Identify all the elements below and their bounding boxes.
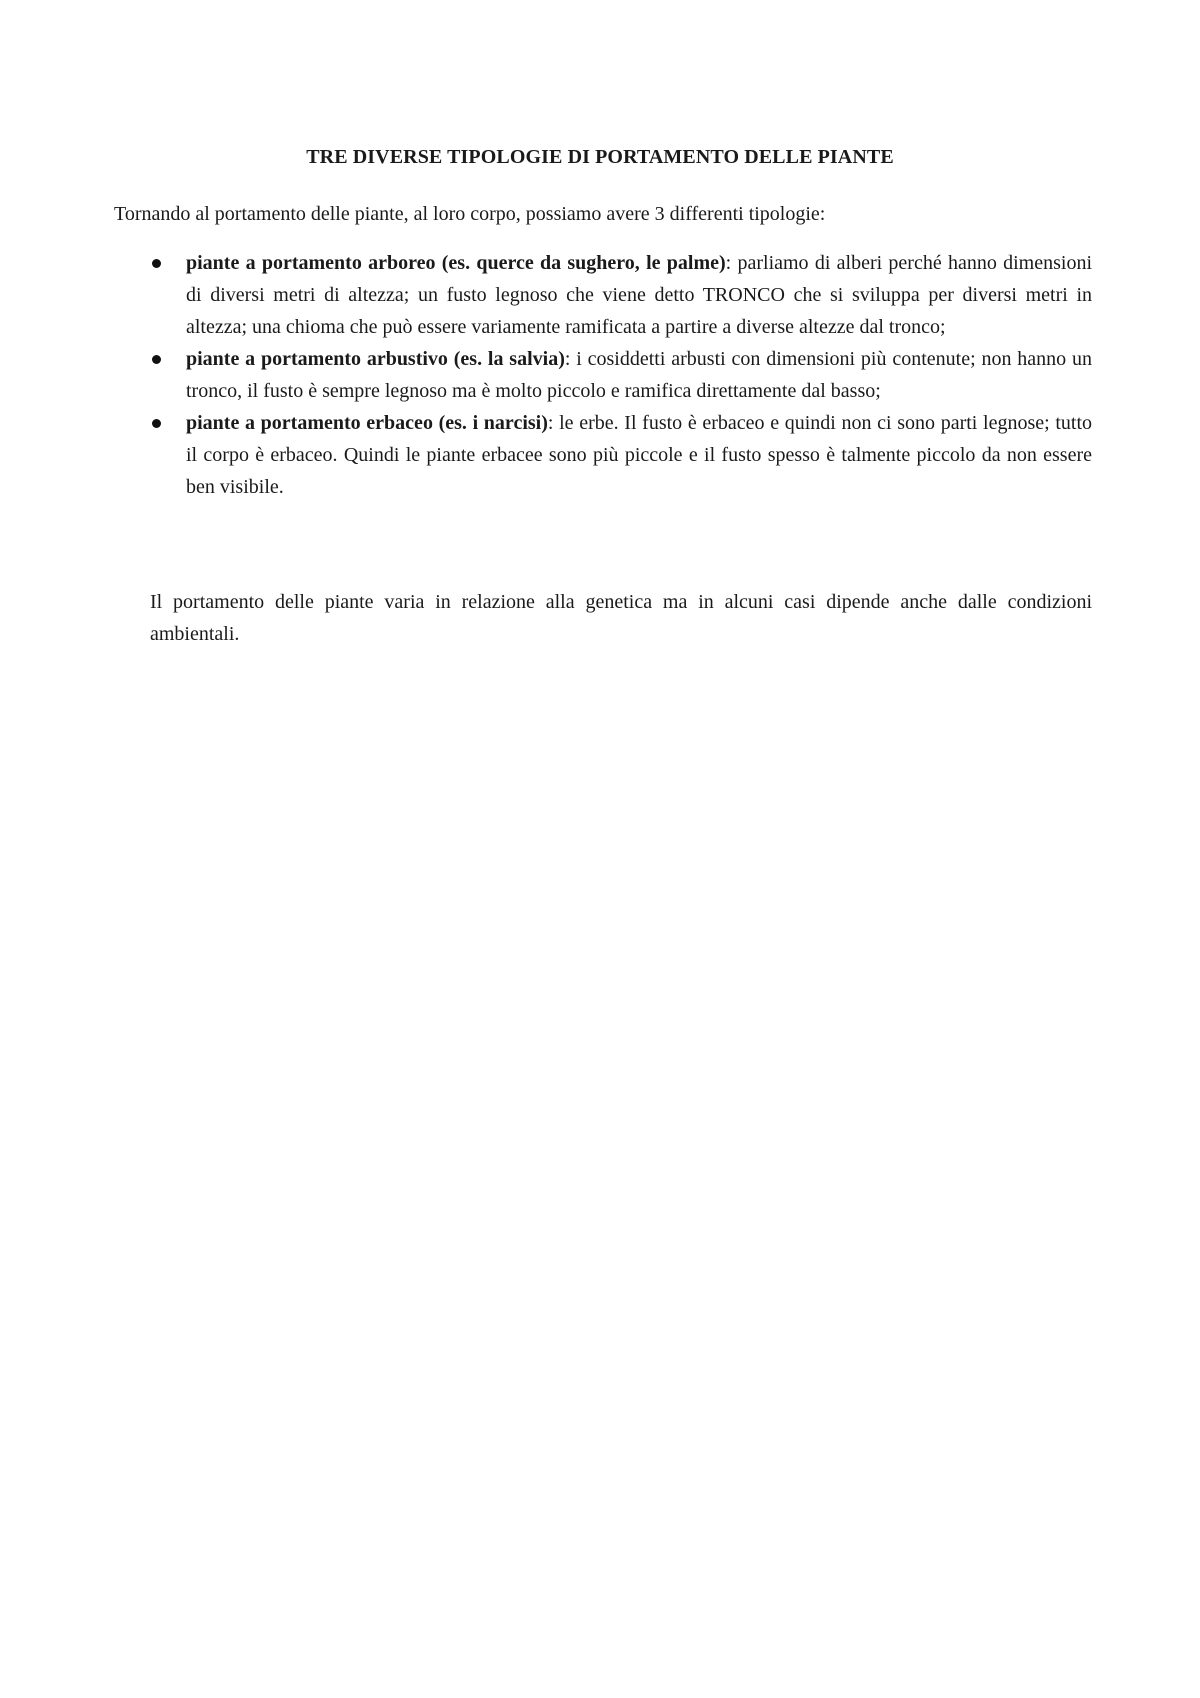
document-title: TRE DIVERSE TIPOLOGIE DI PORTAMENTO DELLE PIANTE bbox=[306, 146, 894, 168]
list-item-term: piante a portamento arbustivo (es. la salvia) bbox=[186, 348, 565, 370]
closing-paragraph: Il portamento delle piante varia in relazione alla genetica ma in alcuni casi dipende anche dalle condizioni ambientali. bbox=[150, 591, 1092, 645]
list-item bbox=[186, 407, 1092, 503]
intro-paragraph: Tornando al portamento delle piante, al loro corpo, possiamo avere 3 differenti tipologie: bbox=[114, 203, 826, 225]
bullet-icon bbox=[152, 419, 161, 428]
plant-types-list bbox=[186, 247, 1092, 503]
list-item-term: piante a portamento arboreo (es. querce da sughero, le palme) bbox=[186, 252, 726, 274]
list-item bbox=[186, 343, 1092, 407]
list-item-text: : parliamo di alberi perché hanno dimensioni di diversi metri di altezza; un fusto legnoso che viene detto TRONCO che si sviluppa per diversi metri in altezza; una chioma che può essere variamente ramificata a partire a diverse altezze dal tronco; bbox=[186, 252, 1093, 338]
list-item-term: piante a portamento erbaceo (es. i narcisi) bbox=[186, 412, 548, 434]
list-item-text: : i cosiddetti arbusti con dimensioni più contenute; non hanno un tronco, il fusto è sempre legnoso ma è molto piccolo e ramifica direttamente dal basso; bbox=[186, 348, 1092, 402]
list-item bbox=[186, 247, 1092, 343]
bullet-icon bbox=[152, 259, 161, 268]
list-item-text: : le erbe. Il fusto è erbaceo e quindi non ci sono parti legnose; tutto il corpo è erbaceo. Quindi le piante erbacee sono più piccole e il fusto spesso è talmente piccolo da non essere ben visibile. bbox=[186, 412, 1093, 498]
bullet-icon bbox=[152, 355, 161, 364]
